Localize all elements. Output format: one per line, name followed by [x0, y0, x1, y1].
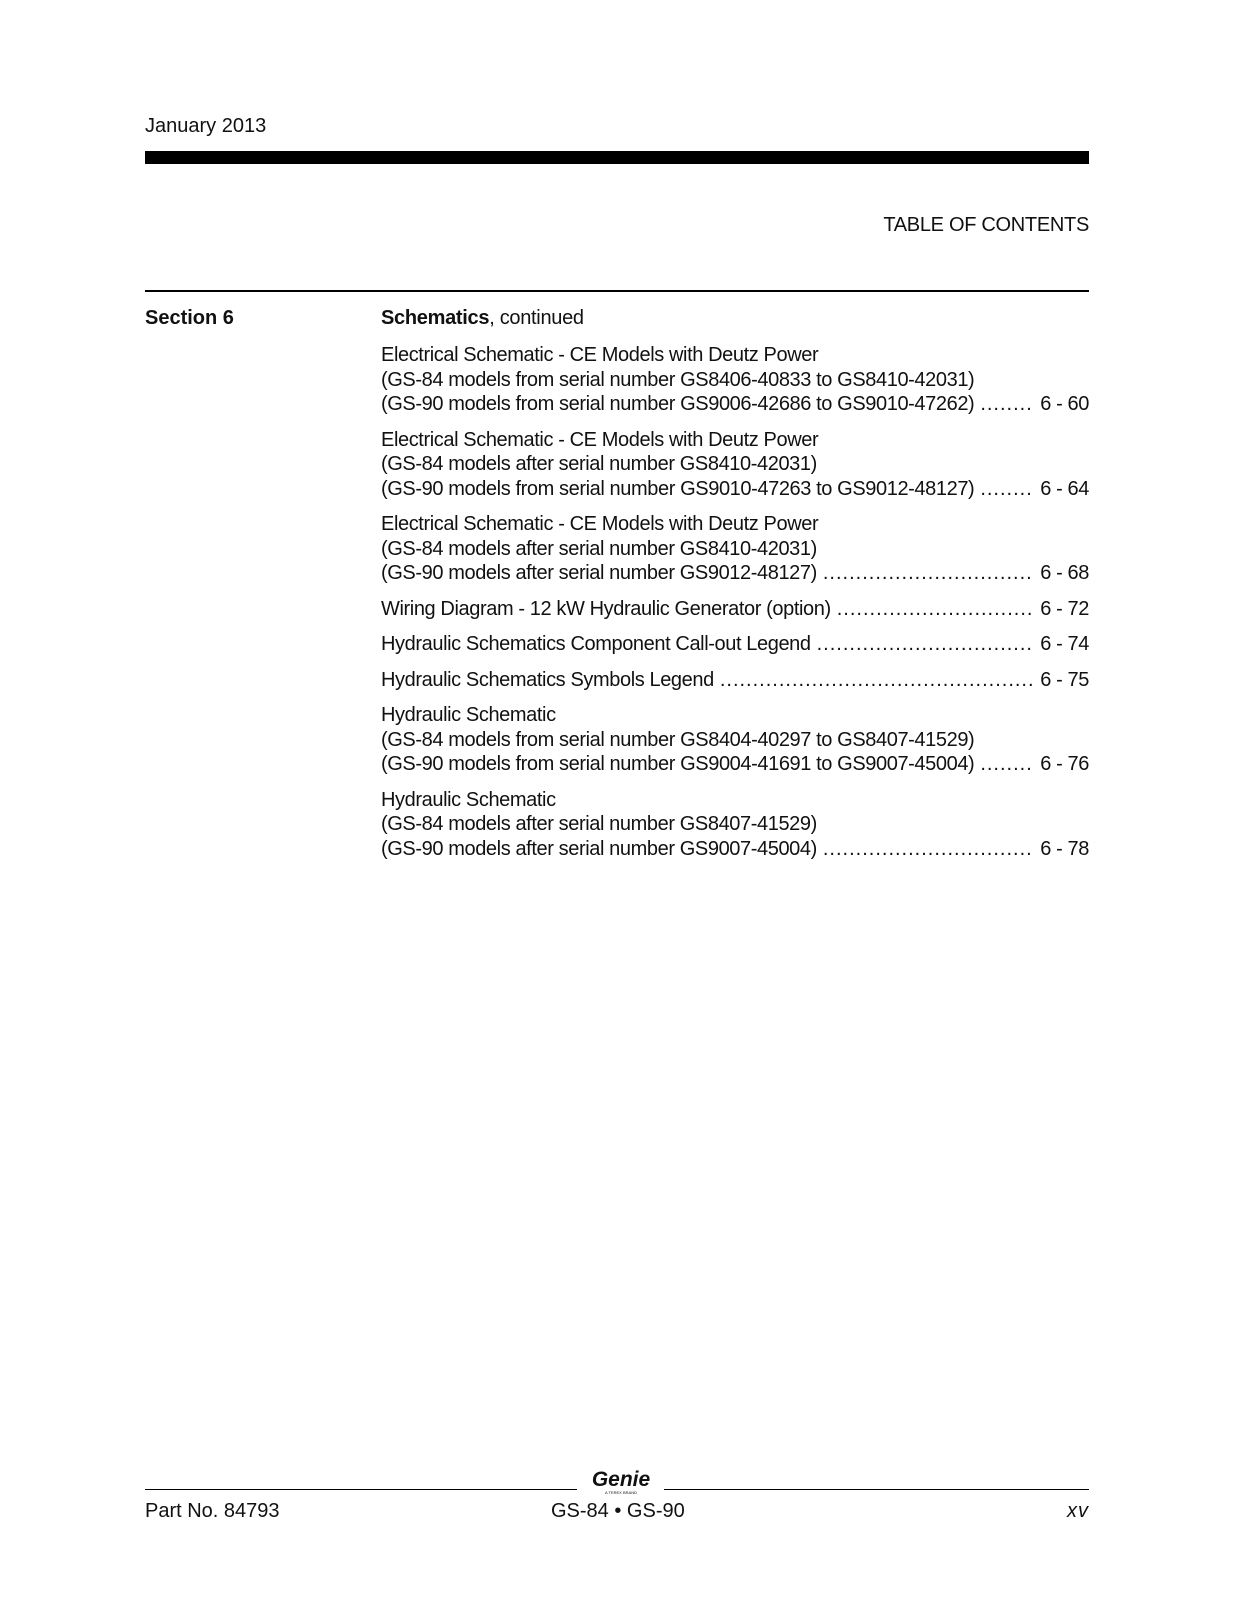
toc-leader-dots [823, 837, 1034, 862]
toc-entry-line [381, 561, 1089, 586]
toc-entry-line: (GS-84 models after serial number GS8407-41529) [381, 813, 817, 835]
toc-entry-text: Hydraulic Schematics Symbols Legend [381, 668, 714, 691]
footer-model: GS-84 • GS-90 [551, 1500, 685, 1522]
toc-page-number: 6 - 76 [1040, 753, 1089, 775]
toc-divider [145, 290, 1089, 292]
genie-logo-icon [581, 1466, 661, 1496]
toc-entry-text: (GS-90 models from serial number GS9010-47263 to GS9012-48127) [381, 477, 975, 500]
toc-entry-text: Hydraulic Schematics Component Call-out Legend [381, 633, 811, 655]
toc-entry-line [381, 597, 1089, 622]
footer-part-number: Part No. 84793 [145, 1500, 280, 1522]
footer-rule-left [145, 1489, 577, 1490]
toc-entry-line [381, 837, 1089, 862]
toc-entry[interactable] [381, 343, 1089, 417]
logo-text: Genie [591, 1468, 651, 1491]
toc-entry[interactable] [381, 512, 1089, 586]
toc-entry[interactable] [381, 788, 1089, 862]
section-heading [381, 307, 584, 330]
toc-entry-line: Hydraulic Schematic [381, 704, 556, 726]
toc-entry-text: (GS-90 models from serial number GS9006-42686 to GS9010-47262) [381, 393, 975, 415]
toc-leader-dots [823, 561, 1034, 586]
logo-subtext: A TEREX BRAND [605, 1490, 637, 1495]
toc-leader-dots [720, 668, 1034, 693]
toc-page-number: 6 - 78 [1040, 837, 1089, 860]
section-heading-bold: Schematics [381, 307, 490, 329]
toc-entry[interactable] [381, 597, 1089, 622]
section-label: Section 6 [145, 307, 234, 329]
toc-entry-line [381, 392, 1089, 417]
toc-entry[interactable] [381, 668, 1089, 693]
toc-page-number: 6 - 75 [1040, 668, 1089, 691]
toc-entry-text: (GS-90 models after serial number GS9007-45004) [381, 837, 817, 860]
toc-page-number: 6 - 64 [1040, 477, 1089, 500]
toc-entry-line [381, 632, 1089, 657]
toc-entry[interactable] [381, 428, 1089, 502]
toc-leader-dots [837, 597, 1035, 622]
toc-entry-list [381, 343, 1089, 872]
toc-entry-line: Electrical Schematic - CE Models with Deutz Power [381, 344, 819, 366]
toc-entry-line: (GS-84 models after serial number GS8410-42031) [381, 537, 817, 560]
footer-page-number: xv [1067, 1500, 1089, 1522]
toc-title: TABLE OF CONTENTS [883, 214, 1089, 236]
toc-page-number: 6 - 74 [1040, 633, 1089, 655]
toc-entry-line [381, 668, 1089, 693]
toc-entry[interactable] [381, 703, 1089, 777]
toc-page-number: 6 - 60 [1040, 393, 1089, 415]
toc-entry-line: Hydraulic Schematic [381, 788, 556, 811]
toc-leader-dots [980, 392, 1034, 417]
header-date: January 2013 [145, 115, 267, 137]
toc-entry-line: (GS-84 models from serial number GS8404-40297 to GS8407-41529) [381, 728, 975, 751]
toc-entry-text: Wiring Diagram - 12 kW Hydraulic Generator (option) [381, 597, 831, 620]
toc-entry-line: Electrical Schematic - CE Models with Deutz Power [381, 513, 819, 535]
toc-entry-line: (GS-84 models after serial number GS8410-42031) [381, 453, 817, 475]
toc-entry[interactable] [381, 632, 1089, 657]
toc-leader-dots [817, 632, 1035, 657]
toc-entry-line [381, 752, 1089, 777]
toc-leader-dots [980, 752, 1034, 777]
section-heading-rest: , continued [489, 307, 584, 329]
toc-page-number: 6 - 72 [1040, 597, 1089, 620]
toc-entry-line: Electrical Schematic - CE Models with Deutz Power [381, 428, 819, 451]
toc-entry-line: (GS-84 models from serial number GS8406-40833 to GS8410-42031) [381, 368, 975, 391]
toc-leader-dots [980, 477, 1034, 502]
toc-page-number: 6 - 68 [1040, 562, 1089, 584]
toc-entry-text: (GS-90 models from serial number GS9004-41691 to GS9007-45004) [381, 753, 975, 775]
toc-entry-line [381, 477, 1089, 502]
footer-rule-right [664, 1489, 1089, 1490]
header-bar [145, 151, 1089, 164]
toc-entry-text: (GS-90 models after serial number GS9012-48127) [381, 562, 817, 584]
